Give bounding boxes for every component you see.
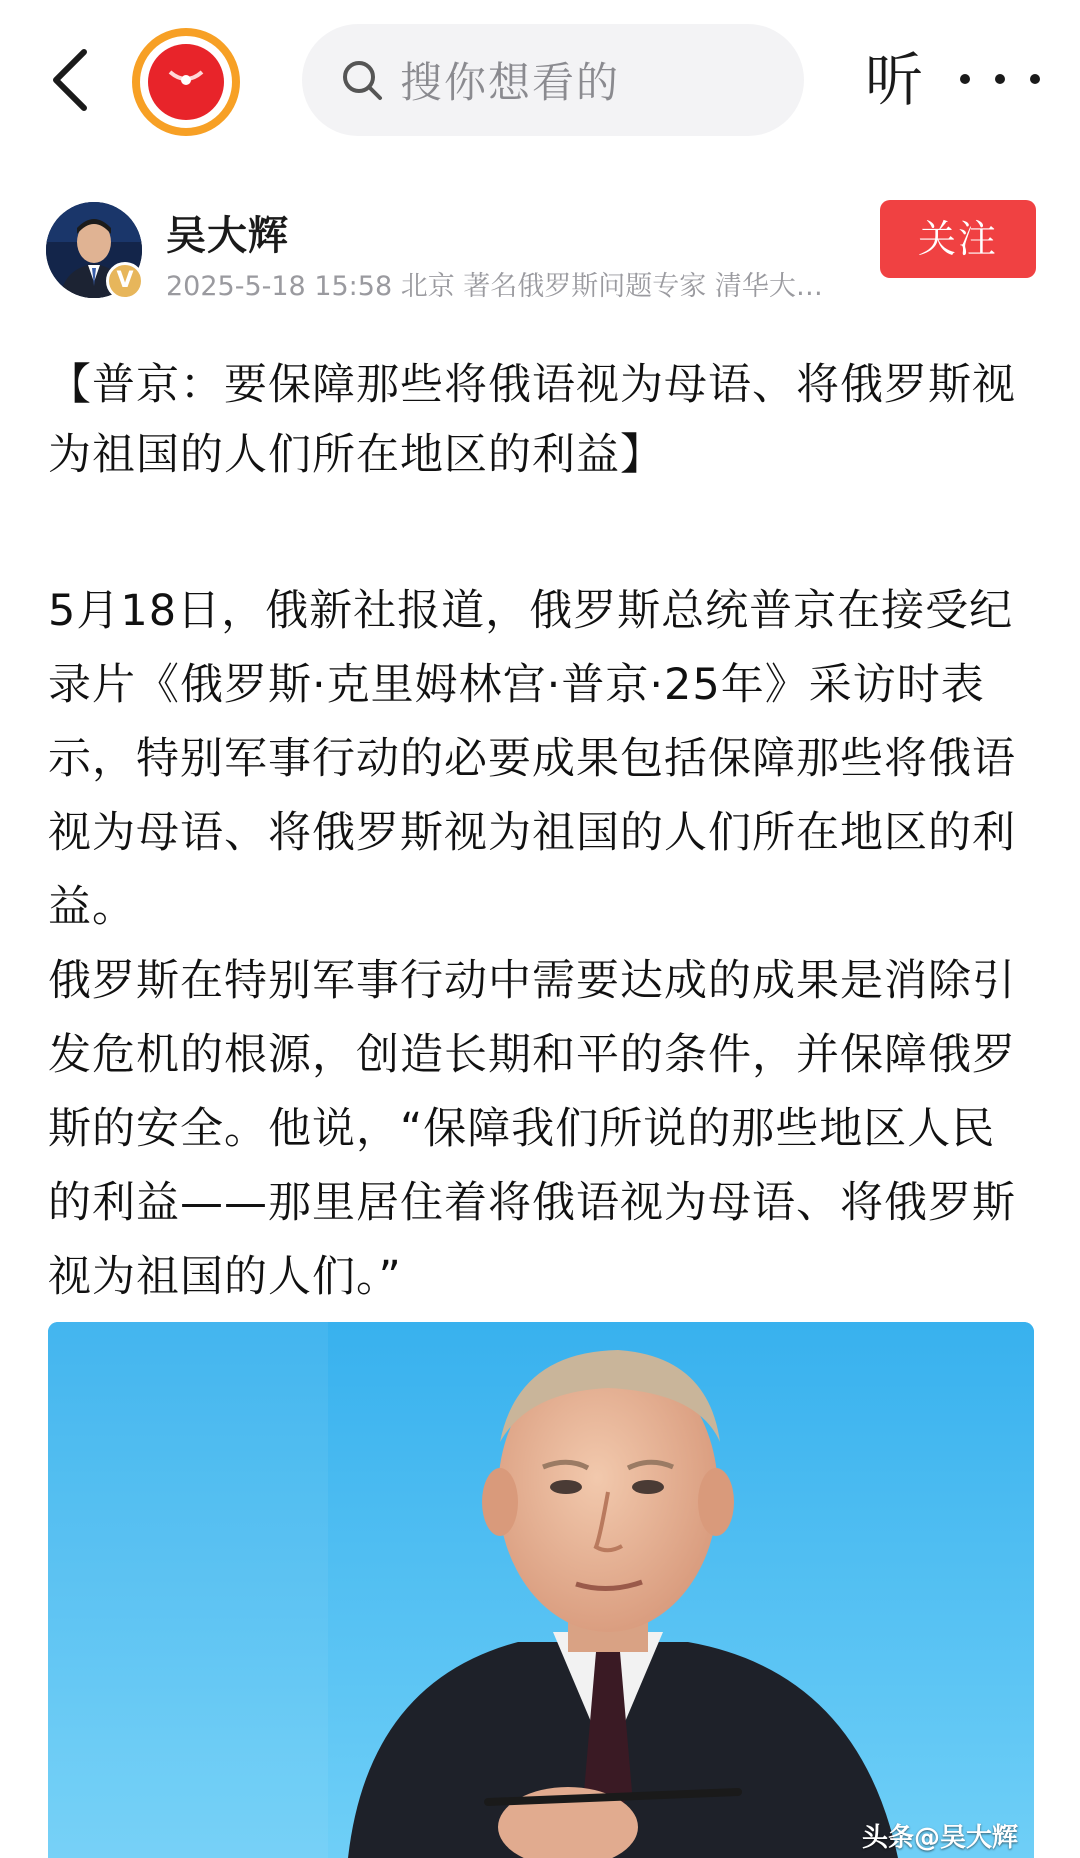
red-packet-icon (148, 44, 224, 120)
more-dot-icon (960, 74, 970, 84)
more-dot-icon (995, 74, 1005, 84)
article-paragraph: 俄罗斯在特别军事行动中需要达成的成果是消除引发危机的根源，创造长期和平的条件，并保障俄罗斯的安全。他说，“保障我们所说的那些地区人民的利益——那里居住着将俄语视为母语、将俄罗斯视为祖国的人们。” (48, 956, 1016, 1302)
listen-button[interactable]: 听 (864, 46, 923, 114)
author-name[interactable]: 吴大辉 (166, 213, 289, 259)
more-dot-icon (1030, 74, 1040, 84)
article-image[interactable] (48, 1322, 1034, 1858)
person-photo-icon (48, 1322, 1034, 1858)
top-bar (0, 0, 1080, 160)
chevron-left-icon (50, 48, 90, 112)
search-icon (338, 56, 386, 104)
search-placeholder: 搜你想看的 (400, 58, 621, 107)
more-options-button[interactable] (960, 44, 1040, 114)
verified-badge-icon: V (106, 262, 144, 300)
article-title: 【普京：要保障那些将俄语视为母语、将俄罗斯视为祖国的人们所在地区的利益】 (48, 360, 1016, 480)
article-body (48, 574, 1038, 1314)
image-watermark: 头条@吴大辉 (861, 1823, 1018, 1853)
article-paragraph: 5月18日，俄新社报道，俄罗斯总统普京在接受纪录片《俄罗斯·克里姆林宫·普京·25年》采访时表示，特别军事行动的必要成果包括保障那些将俄语视为母语、将俄罗斯视为祖国的人们所在地区的利益。 (48, 586, 1016, 932)
article (48, 350, 1038, 490)
search-input[interactable] (302, 24, 804, 136)
follow-button[interactable]: 关注 (880, 200, 1036, 278)
red-packet-button[interactable] (132, 28, 240, 136)
back-button[interactable] (40, 40, 100, 120)
author-meta: 2025-5-18 15:58 北京 著名俄罗斯问题专家 清华大… (166, 271, 823, 302)
author-row (0, 190, 1080, 310)
